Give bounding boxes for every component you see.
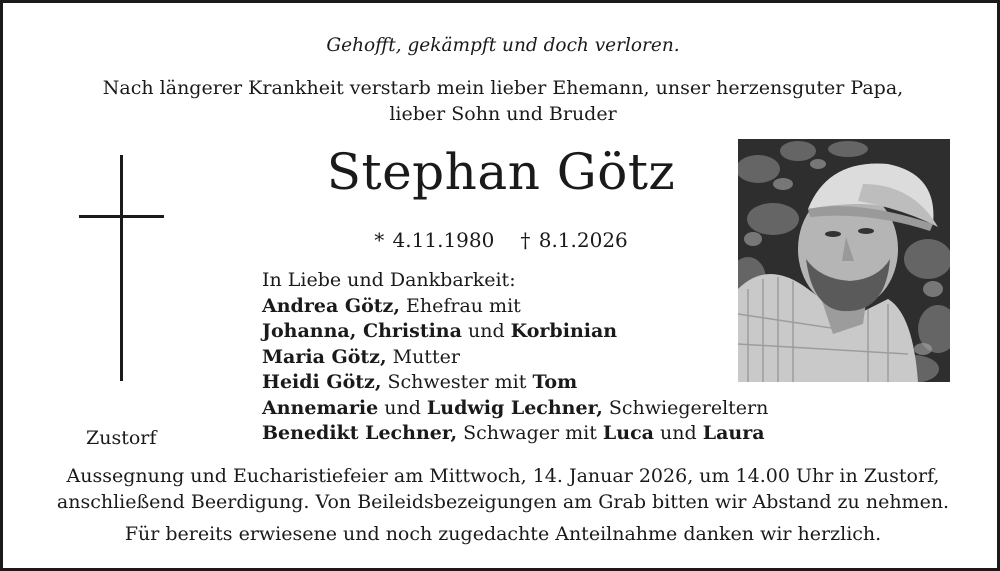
mourner-relation: Ehefrau mit xyxy=(399,294,521,317)
motto: Gehofft, gekämpft und doch verloren. xyxy=(326,35,680,56)
mourner-name: Laura xyxy=(702,422,765,444)
birth-date: * 4.11.1980 xyxy=(374,228,495,252)
mourners-heading: In Liebe und Dankbarkeit: xyxy=(262,269,516,291)
mourner-relation: Schwager mit xyxy=(457,422,603,444)
funeral-line-2: anschließend Beerdigung. Von Beileidsbezeigungen am Grab bitten wir Abstand zu nehmen. xyxy=(56,491,950,513)
portrait-illustration xyxy=(738,139,950,382)
cross-vertical-bar xyxy=(120,155,123,381)
mourner-name: Maria Götz, xyxy=(262,345,387,368)
mourner-relation: Schwiegereltern xyxy=(602,396,769,419)
mourner-relation: Schwester mit xyxy=(381,371,533,393)
mourner-relation: Mutter xyxy=(386,345,460,368)
intro-line-1: Nach längerer Krankheit verstarb mein lieber Ehemann, unser herzensguter Papa, xyxy=(102,77,904,99)
cross-horizontal-bar xyxy=(79,215,164,218)
mourner-name: Benedikt Lechner, xyxy=(262,422,458,444)
place-of-residence: Zustorf xyxy=(86,427,157,449)
mourners-list xyxy=(262,268,768,447)
thanks-text xyxy=(3,523,1000,545)
mourner-name: Tom xyxy=(532,371,578,393)
thanks-line: Für bereits erwiesene und noch zugedachte Anteilnahme danken wir herzlich. xyxy=(124,523,882,545)
mourner-name: Heidi Götz, xyxy=(262,371,382,393)
mourner-name: Ludwig Lechner, xyxy=(426,396,603,419)
funeral-details xyxy=(3,463,1000,515)
funeral-line-1: Aussegnung und Eucharistiefeier am Mittwoch, 14. Januar 2026, um 14.00 Uhr in Zustorf, xyxy=(66,465,940,487)
mourner-row xyxy=(262,294,768,320)
mourner-relation: und xyxy=(461,320,511,342)
portrait-photo xyxy=(738,139,950,382)
mourner-name: Korbinian xyxy=(510,320,618,342)
mourner-row xyxy=(262,319,768,345)
mourner-row xyxy=(262,396,768,422)
mourner-row xyxy=(262,345,768,371)
deceased-name: Stephan Götz xyxy=(326,143,676,201)
mourner-name: Johanna, Christina xyxy=(262,320,462,342)
mourner-row xyxy=(262,370,768,396)
mourner-relation: und xyxy=(653,422,703,444)
intro-line-2: lieber Sohn und Bruder xyxy=(389,103,617,125)
mourner-name: Luca xyxy=(602,422,654,444)
mourner-name: Andrea Götz, xyxy=(262,294,400,317)
life-dates xyxy=(253,228,749,252)
mourner-row xyxy=(262,421,768,447)
intro-text xyxy=(3,75,1000,127)
mourner-relation: und xyxy=(378,396,427,419)
death-date: † 8.1.2026 xyxy=(520,228,628,252)
mourner-name: Annemarie xyxy=(262,396,379,419)
